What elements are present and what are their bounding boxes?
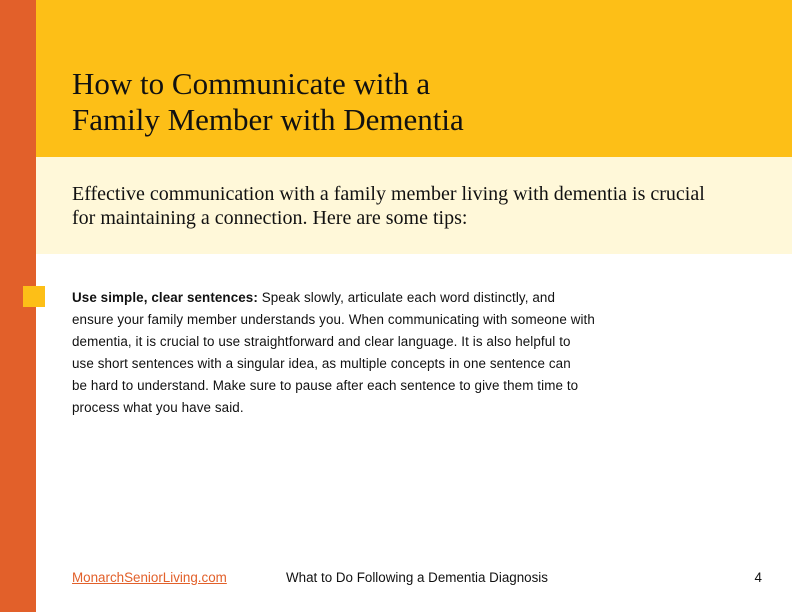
footer-document-title: What to Do Following a Dementia Diagnosis	[286, 570, 548, 585]
page-title-line-1: How to Communicate with a	[72, 66, 431, 101]
page-title-line-2: Family Member with Dementia	[72, 102, 464, 137]
intro-line-2: for maintaining a connection. Here are some tips:	[72, 207, 468, 229]
tip-line-3: dementia, it is crucial to use straightforward and clear language. It is also helpful to	[72, 334, 571, 349]
tip-line-1	[72, 287, 595, 309]
website-link[interactable]: MonarchSeniorLiving.com	[72, 570, 227, 585]
intro-paragraph	[72, 182, 705, 230]
tip-line-4: use short sentences with a singular idea, as multiple concepts in one sentence can	[72, 356, 571, 371]
square-bullet-icon	[23, 286, 45, 307]
page-title	[72, 66, 464, 138]
tip-paragraph	[72, 287, 595, 419]
tip-heading: Use simple, clear sentences:	[72, 290, 258, 305]
tip-line-1-text: Speak slowly, articulate each word distinctly, and	[257, 290, 556, 305]
tip-line-5: be hard to understand. Make sure to pause after each sentence to give them time to	[72, 378, 579, 393]
intro-line-1: Effective communication with a family member living with dementia is crucial	[72, 183, 705, 205]
tip-line-2: ensure your family member understands you. When communicating with someone with	[72, 312, 595, 327]
tip-line-6: process what you have said.	[72, 400, 244, 415]
page-number: 4	[754, 570, 762, 585]
